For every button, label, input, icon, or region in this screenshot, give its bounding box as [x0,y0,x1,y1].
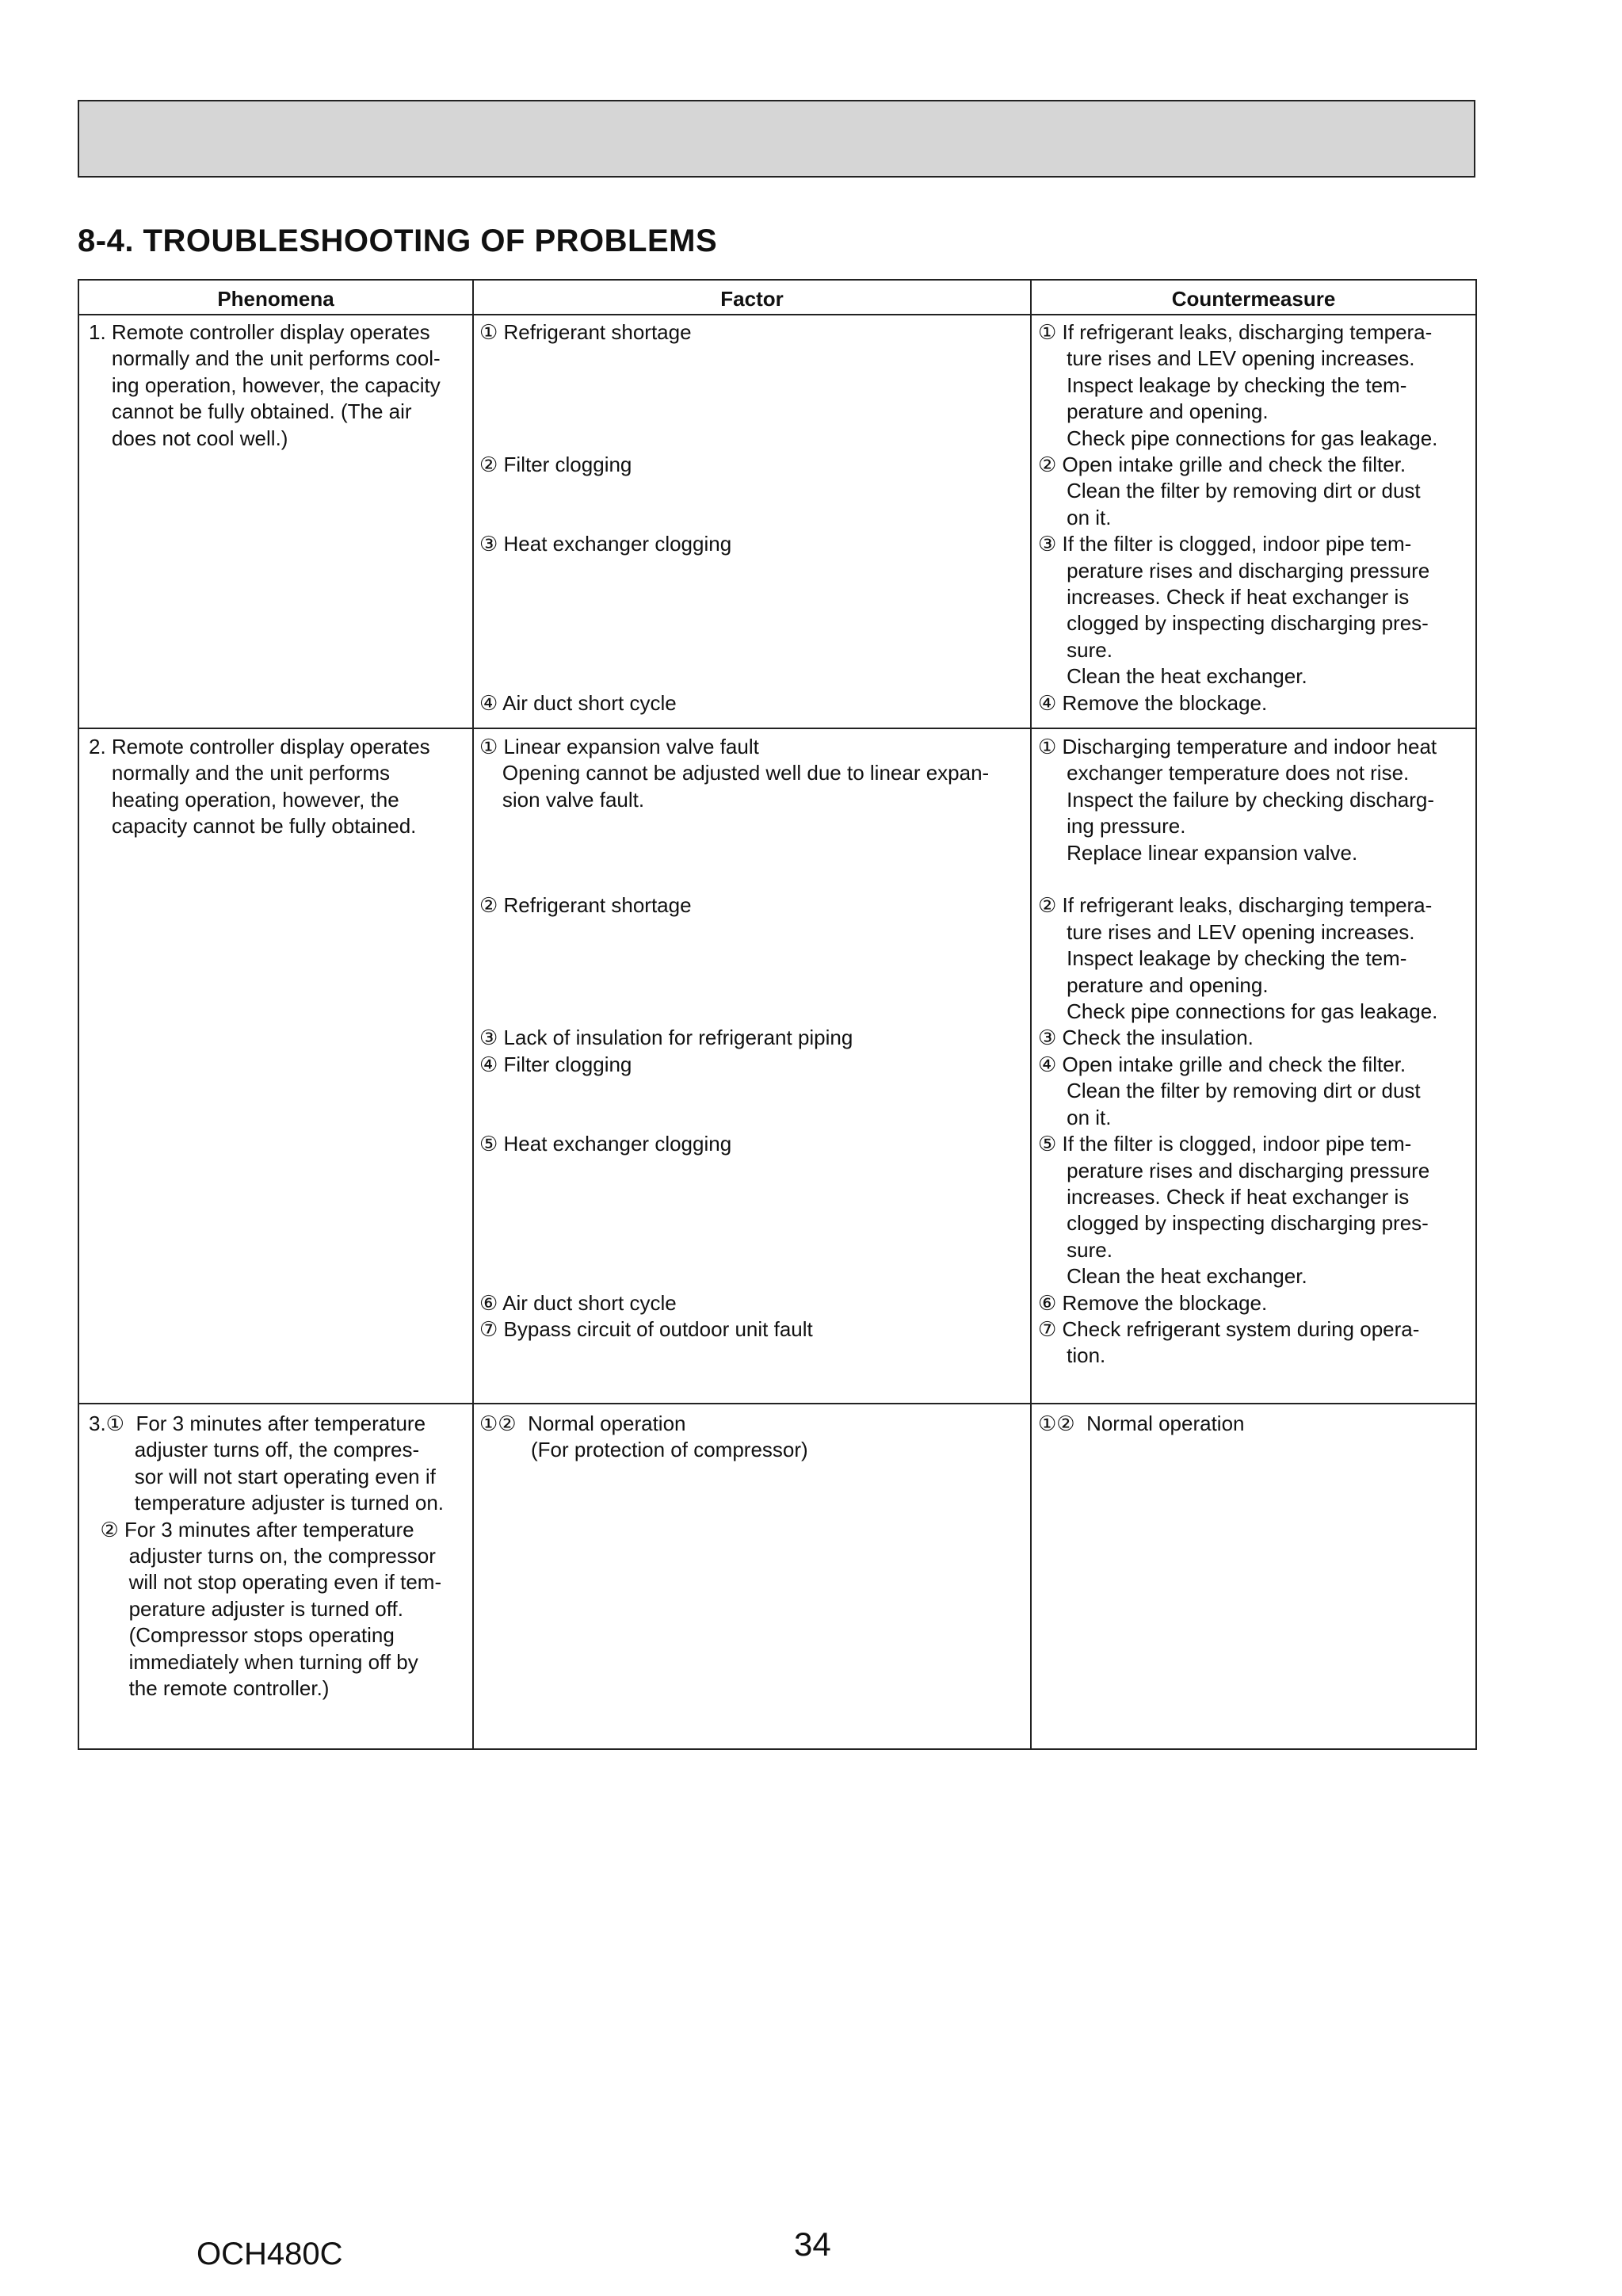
row-divider [79,728,1475,729]
header-factor: Factor [720,287,784,311]
section-title: 8-4. TROUBLESHOOTING OF PROBLEMS [78,223,718,258]
model-number: OCH480C [197,2237,343,2271]
troubleshooting-table [78,279,1477,1750]
header-countermeasure: Countermeasure [1171,287,1336,311]
row2-phenomena: 2. Remote controller display operates normally and the unit performs heating operation, however, the capacity cannot be fully obtained. [89,735,430,839]
header-banner [78,100,1475,178]
column-divider [1030,281,1032,1748]
column-divider [472,281,474,1748]
header-phenomena: Phenomena [217,287,334,311]
row2-countermeasure: ① Discharging temperature and indoor heat exchanger temperature does not rise. Inspect the failure by checking discharg- ing pressure. Replace linear expansion valve. ② If refrigerant leaks, discharging tempera- ture rises and LEV opening increases. Inspect leakage by checking the tem- perature and opening. Check pipe connections for gas leakage. ③ Check the insulation. ④ Open intake grille and check the filter. Clean the filter by removing dirt or dust on it. ⑤ If the filter is clogged, indoor pipe tem- perature rises and discharging pressure increases. Check if heat exchanger is clogged by inspecting discharging pres- sure. Clean the heat exchanger. ⑥ Remove the blockage. ⑦ Check refrigerant system during opera- tion. [1038,735,1438,1368]
header-divider [79,314,1475,315]
row3-factor: ①② Normal operation (For protection of compressor) [479,1412,808,1462]
row1-factor: ① Refrigerant shortage ② Filter clogging ③ Heat exchanger clogging ④ Air duct short cycle [479,320,732,715]
row3-phenomena: 3.① For 3 minutes after temperature adjuster turns off, the compres- sor will not start operating even if temperature adjuster is turned on. ② For 3 minutes after temperature adjuster turns on, the compressor will not stop operating even if tem- perature adjuster is turned off. (Compressor stops operating immediately when turning off by the remote controller.) [89,1412,445,1701]
row2-factor: ① Linear expansion valve fault Opening cannot be adjusted well due to linear expan- sion valve fault. ② Refrigerant shortage ③ Lack of insulation for refrigerant piping ④ Filter clogging ⑤ Heat exchanger clogging ⑥ Air duct short cycle ⑦ Bypass circuit of outdoor unit fault [479,735,990,1341]
page-number: 34 [794,2225,831,2263]
row1-phenomena: 1. Remote controller display operates normally and the unit performs cool- ing operation, however, the capacity cannot be fully obtained. (The air does not cool well.) [89,320,441,450]
row1-countermeasure: ① If refrigerant leaks, discharging tempera- ture rises and LEV opening increases. Inspect leakage by checking the tem- perature and opening. Check pipe connections for gas leakage. ② Open intake grille and check the filter. Clean the filter by removing dirt or dust on it. ③ If the filter is clogged, indoor pipe tem- perature rises and discharging pressure increases. Check if heat exchanger is clogged by inspecting discharging pres- sure. Clean the heat exchanger. ④ Remove the blockage. [1038,320,1438,715]
row3-countermeasure: ①② Normal operation [1038,1412,1245,1435]
row-divider [79,1403,1475,1404]
